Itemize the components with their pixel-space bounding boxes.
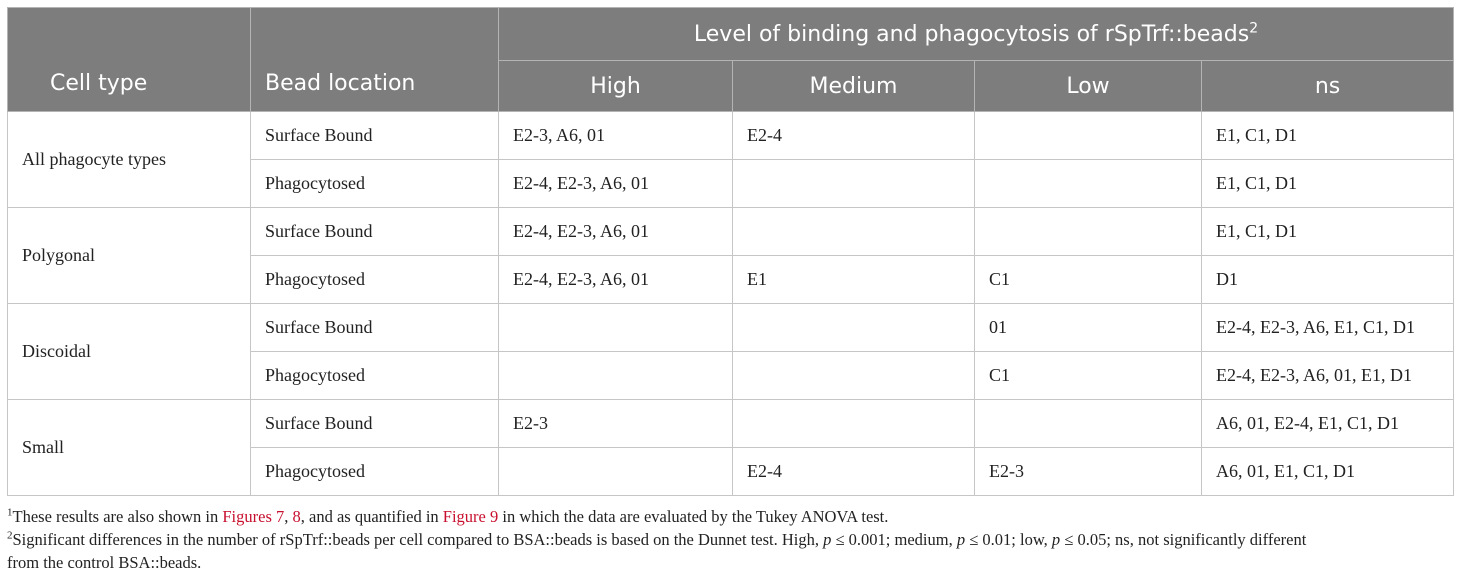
p-symbol: p: [823, 530, 832, 549]
table-header: [8, 8, 1454, 112]
cell-type-small: Small: [8, 400, 251, 496]
group-title-footnote-mark: 2: [1249, 20, 1259, 37]
bead-location-cell: Surface Bound: [251, 208, 499, 256]
table-body: [8, 112, 1454, 496]
medium-cell: [733, 400, 975, 448]
footnote-2-t3: ≤ 0.05; ns, not significantly different: [1060, 530, 1307, 549]
ns-cell: A6, 01, E1, C1, D1: [1202, 448, 1454, 496]
low-cell: [975, 208, 1202, 256]
footnote-1-text-b: ,: [284, 507, 293, 526]
bead-location-cell: Phagocytosed: [251, 160, 499, 208]
ns-cell: E1, C1, D1: [1202, 160, 1454, 208]
header-cell-type: Cell type: [8, 8, 251, 112]
ns-cell: E2-4, E2-3, A6, 01, E1, D1: [1202, 352, 1454, 400]
footnote-1-text-d: in which the data are evaluated by the Tukey ANOVA test.: [498, 507, 889, 526]
low-cell: C1: [975, 352, 1202, 400]
bead-location-cell: Surface Bound: [251, 304, 499, 352]
group-title-text: Level of binding and phagocytosis of rSpTrf::beads: [693, 21, 1250, 47]
figure-9-link[interactable]: Figure 9: [442, 507, 499, 526]
ns-cell: E1, C1, D1: [1202, 112, 1454, 160]
low-cell: C1: [975, 256, 1202, 304]
medium-cell: E2-4: [733, 448, 975, 496]
bead-location-cell: Surface Bound: [251, 400, 499, 448]
header-ns: ns: [1202, 61, 1454, 112]
medium-cell: E2-4: [733, 112, 975, 160]
medium-cell: [733, 208, 975, 256]
low-cell: [975, 112, 1202, 160]
medium-cell: [733, 304, 975, 352]
footnote-2-t1: ≤ 0.001; medium,: [831, 530, 957, 549]
bead-location-cell: Phagocytosed: [251, 256, 499, 304]
high-cell: [499, 304, 733, 352]
low-cell: E2-3: [975, 448, 1202, 496]
p-symbol: p: [956, 530, 966, 549]
table-footnotes: [7, 505, 1453, 574]
bead-location-cell: Surface Bound: [251, 112, 499, 160]
footnote-1-text-a: These results are also shown in: [12, 507, 223, 526]
ns-cell: A6, 01, E2-4, E1, C1, D1: [1202, 400, 1454, 448]
p-symbol: p: [1051, 530, 1061, 549]
bead-location-cell: Phagocytosed: [251, 448, 499, 496]
header-low: Low: [975, 61, 1202, 112]
cell-type-all-phagocyte: All phagocyte types: [8, 112, 251, 208]
medium-cell: E1: [733, 256, 975, 304]
results-table-container: [7, 7, 1453, 574]
high-cell: E2-4, E2-3, A6, 01: [499, 256, 733, 304]
high-cell: [499, 448, 733, 496]
table-row: [8, 304, 1454, 352]
ns-cell: E2-4, E2-3, A6, E1, C1, D1: [1202, 304, 1454, 352]
table-row: [8, 400, 1454, 448]
figure-8-link[interactable]: 8: [292, 507, 301, 526]
low-cell: [975, 160, 1202, 208]
medium-cell: [733, 352, 975, 400]
high-cell: [499, 352, 733, 400]
medium-cell: [733, 160, 975, 208]
header-high: High: [499, 61, 733, 112]
low-cell: 01: [975, 304, 1202, 352]
header-bead-location: Bead location: [251, 8, 499, 112]
header-medium: Medium: [733, 61, 975, 112]
ns-cell: D1: [1202, 256, 1454, 304]
cell-type-discoidal: Discoidal: [8, 304, 251, 400]
high-cell: E2-3: [499, 400, 733, 448]
footnote-2-mark: 2: [7, 529, 13, 542]
footnote-2-t2: ≤ 0.01; low,: [965, 530, 1052, 549]
table-row: [8, 208, 1454, 256]
results-table: [7, 7, 1454, 496]
header-group-title: [499, 8, 1454, 61]
bead-location-cell: Phagocytosed: [251, 352, 499, 400]
high-cell: E2-3, A6, 01: [499, 112, 733, 160]
ns-cell: E1, C1, D1: [1202, 208, 1454, 256]
low-cell: [975, 400, 1202, 448]
footnote-1-mark: 1: [7, 506, 13, 519]
footnote-2-text-a: Significant differences in the number of rSpTrf::beads per cell compared to BSA::beads is based on the Dunnet test. High,: [12, 530, 824, 549]
cell-type-polygonal: Polygonal: [8, 208, 251, 304]
footnote-1: [7, 505, 1453, 528]
high-cell: E2-4, E2-3, A6, 01: [499, 208, 733, 256]
footnote-1-text-c: , and as quantified in: [300, 507, 443, 526]
high-cell: E2-4, E2-3, A6, 01: [499, 160, 733, 208]
footnote-2: [7, 528, 1453, 551]
footnote-2-continued: from the control BSA::beads.: [7, 553, 202, 572]
table-row: [8, 112, 1454, 160]
figures-7-link[interactable]: Figures 7: [222, 507, 285, 526]
